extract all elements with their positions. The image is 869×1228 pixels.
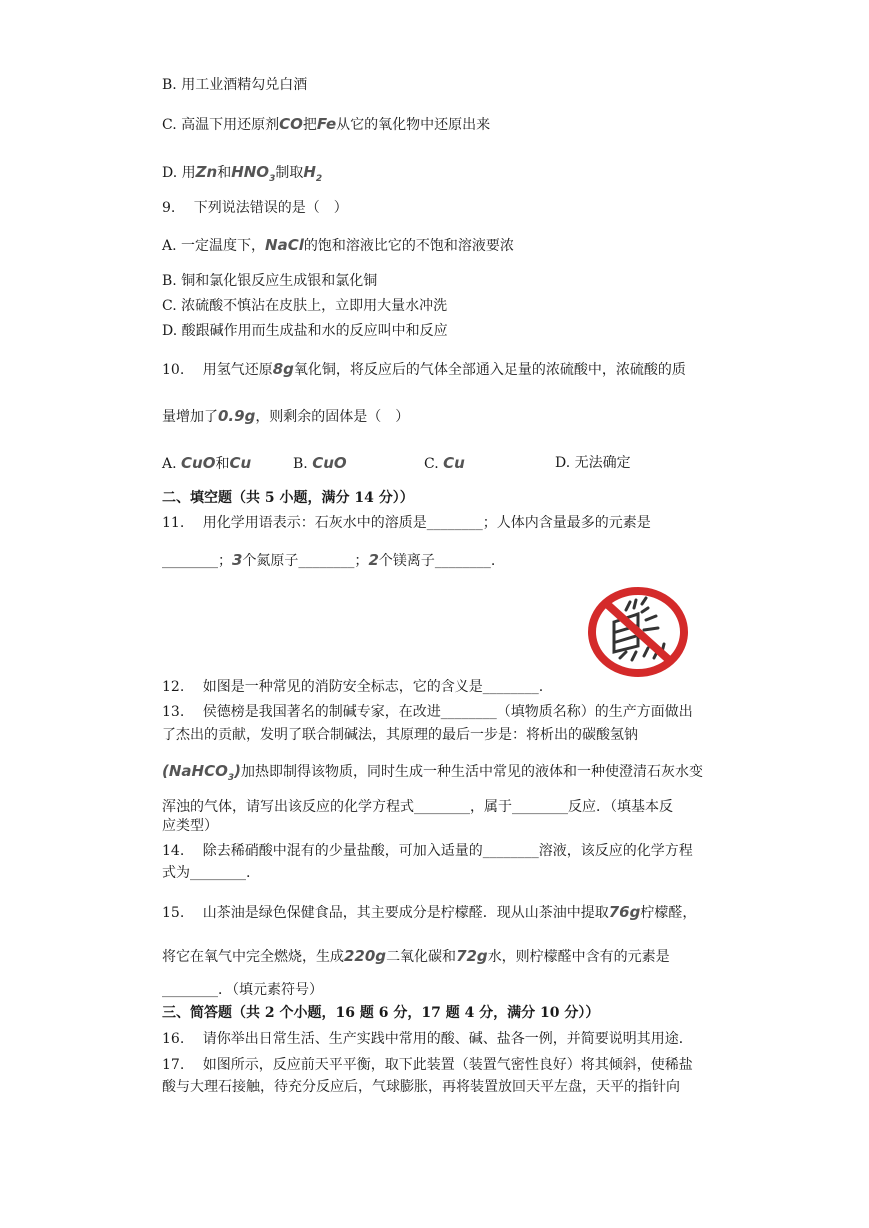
q14-line2: 式为________. (162, 865, 251, 881)
section-3-title: 三、简答题（共 2 个小题，16 题 6 分，17 题 4 分，满分 10 分）） (162, 1005, 600, 1021)
q12-text: 12. 如图是一种常见的消防安全标志，它的含义是________. (162, 679, 544, 695)
q11-line2: ________；3个氮原子________；2个镁离子________. (162, 551, 496, 569)
q10-option-b: B. CuO (293, 454, 347, 472)
q13-line2: 了杰出的贡献，发明了联合制碱法，其原理的最后一步是：将析出的碳酸氢钠 (162, 727, 638, 743)
q15-line3: ________．（填元素符号） (162, 982, 323, 998)
q10-stem-line1: 10. 用氢气还原8g氧化铜，将反应后的气体全部通入足量的浓硫酸中，浓硫酸的质 (162, 360, 686, 378)
q13-line4: 浑浊的气体，请写出该反应的化学方程式________，属于________反应．（填基本反 (162, 799, 673, 815)
q15-line1: 15. 山茶油是绿色保健食品，其主要成分是柠檬醛．现从山茶油中提取76g柠檬醛， (162, 903, 697, 921)
q9-stem: 9. 下列说法错误的是（ ） (162, 200, 348, 216)
q17-line1: 17. 如图所示，反应前天平平衡，取下此装置（装置气密性良好）将其倾斜，使稀盐 (162, 1057, 693, 1073)
q8-option-c: C. 高温下用还原剂CO把Fe从它的氧化物中还原出来 (162, 115, 491, 133)
q14-line1: 14. 除去稀硝酸中混有的少量盐酸，可加入适量的________溶液，该反应的化学方程 (162, 843, 693, 859)
q13-line3: (NaHCO$_3$)加热即制得该物质，同时生成一种生活中常见的液体和一种使澄清石灰水变 (162, 762, 703, 783)
q13-line1: 13. 侯德榜是我国著名的制碱专家，在改进________（填物质名称）的生产方面做出 (162, 704, 693, 720)
q10-options (162, 453, 722, 473)
q8-option-d: D. 用Zn和$HNO_3$制取$H_2$ (162, 163, 323, 184)
q9-option-c: C. 浓硫酸不慎沾在皮肤上，立即用大量水冲洗 (162, 298, 448, 314)
q10-option-c: C. Cu (424, 454, 465, 472)
q9-option-d: D. 酸跟碱作用而生成盐和水的反应叫中和反应 (162, 323, 448, 339)
section-2-title: 二、填空题（共 5 小题，满分 14 分）） (162, 490, 414, 506)
q16-text: 16. 请你举出日常生活、生产实践中常用的酸、碱、盐各一例，并简要说明其用途． (162, 1031, 693, 1047)
q11-line1: 11. 用化学用语表示：石灰水中的溶质是________；人体内含量最多的元素是 (162, 515, 651, 531)
q10-option-d: D. 无法确定 (555, 455, 631, 471)
q15-line2: 将它在氧气中完全燃烧，生成220g二氧化碳和72g水，则柠檬醛中含有的元素是 (162, 947, 670, 965)
q13-line5: 应类型） (162, 818, 218, 834)
q10-stem-line2: 量增加了0.9g，则剩余的固体是（ ） (162, 407, 410, 425)
no-fireworks-sign-icon (586, 586, 690, 678)
q9-option-b: B. 铜和氯化银反应生成银和氯化铜 (162, 273, 378, 289)
q17-line2: 酸与大理石接触，待充分反应后，气球膨胀，再将装置放回天平左盘，天平的指针向 (162, 1079, 680, 1095)
q8-option-b: B. 用工业酒精勾兑白酒 (162, 77, 308, 93)
q9-option-a: A. 一定温度下，NaCl的饱和溶液比它的不饱和溶液要浓 (162, 236, 514, 254)
q10-option-a: A. CuO和Cu (162, 454, 252, 472)
